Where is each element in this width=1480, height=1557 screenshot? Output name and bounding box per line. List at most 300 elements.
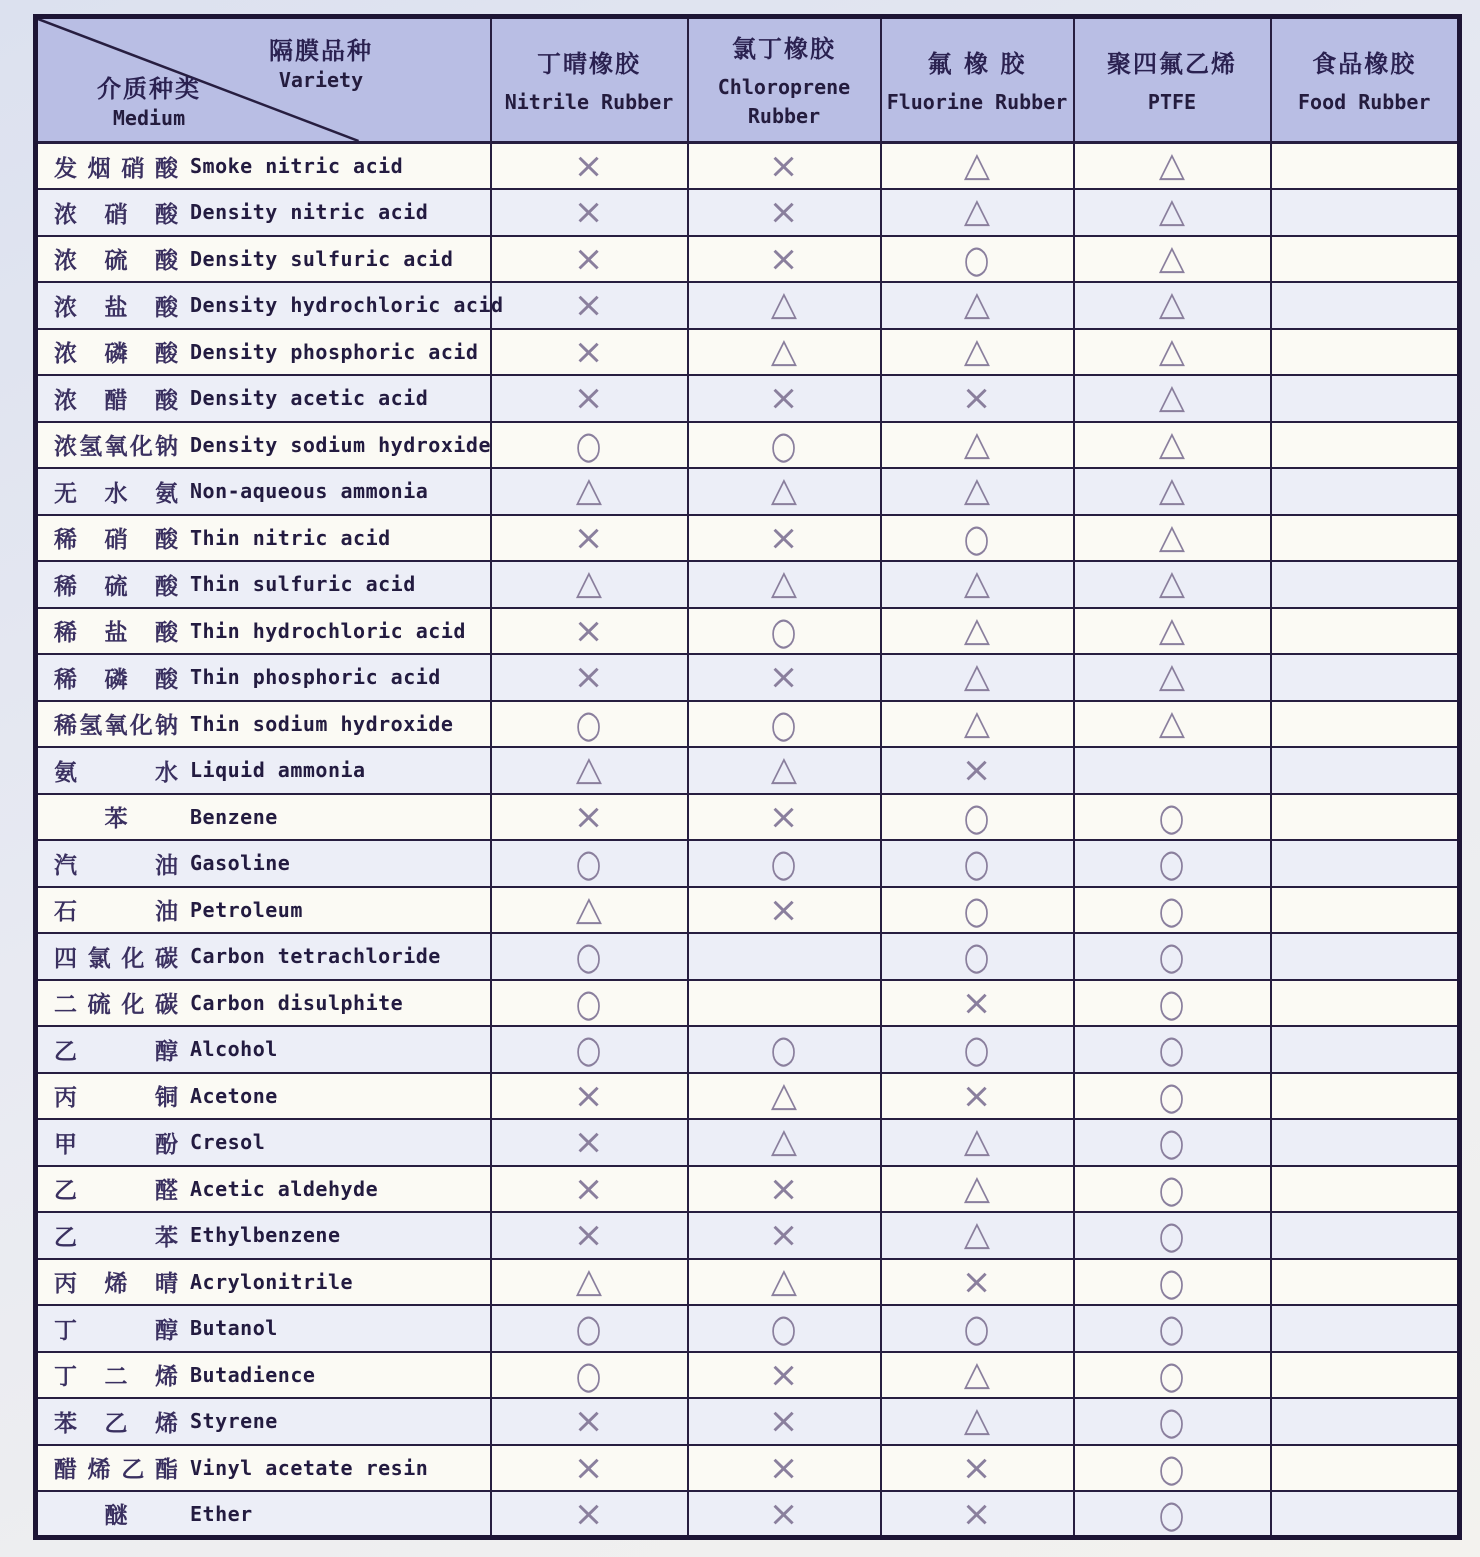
rating-symbol-x: × bbox=[769, 1214, 799, 1255]
medium-name-cn: 浓磷酸 bbox=[54, 341, 178, 368]
rating-symbol-tri: △ bbox=[963, 1400, 991, 1441]
rating-cell bbox=[1271, 143, 1460, 190]
rating-cell bbox=[491, 375, 688, 422]
rating-cell bbox=[1074, 1259, 1271, 1306]
medium-name-cn: 稀硝酸 bbox=[54, 527, 178, 554]
table-row bbox=[36, 468, 1460, 515]
rating-cell bbox=[881, 236, 1074, 283]
rating-cell bbox=[1074, 794, 1271, 841]
table-row bbox=[36, 933, 1460, 980]
rating-symbol-circ: ○ bbox=[1159, 1306, 1185, 1351]
rating-symbol-tri: △ bbox=[575, 1260, 603, 1301]
medium-name-en: Benzene bbox=[190, 804, 278, 829]
rating-cell bbox=[688, 1119, 881, 1166]
rating-symbol-circ: ○ bbox=[1159, 934, 1185, 979]
rating-symbol-x: × bbox=[769, 889, 799, 930]
rating-cell bbox=[491, 1026, 688, 1073]
table-row bbox=[36, 1026, 1460, 1073]
rating-symbol-tri: △ bbox=[1158, 516, 1186, 557]
rating-symbol-tri: △ bbox=[963, 563, 991, 604]
rating-symbol-circ: ○ bbox=[576, 980, 602, 1025]
rating-symbol-circ: ○ bbox=[1159, 1259, 1185, 1304]
rating-cell bbox=[491, 1398, 688, 1445]
rating-cell bbox=[688, 701, 881, 748]
rating-cell bbox=[1271, 561, 1460, 608]
rating-cell bbox=[881, 1259, 1074, 1306]
rating-cell bbox=[881, 608, 1074, 655]
table-row bbox=[36, 1259, 1460, 1306]
rating-cell bbox=[1271, 1445, 1460, 1492]
medium-name-cn: 稀盐酸 bbox=[54, 620, 178, 647]
column-header-chloroprene-rubber bbox=[688, 17, 881, 143]
rating-cell bbox=[491, 654, 688, 701]
rating-cell bbox=[491, 468, 688, 515]
medium-cell bbox=[36, 1352, 491, 1399]
rating-cell bbox=[491, 701, 688, 748]
rating-cell bbox=[1271, 747, 1460, 794]
rating-cell bbox=[688, 329, 881, 376]
rating-symbol-tri: △ bbox=[770, 749, 798, 790]
rating-symbol-circ: ○ bbox=[964, 841, 990, 886]
column-header-ptfe bbox=[1074, 17, 1271, 143]
rating-cell bbox=[881, 1166, 1074, 1213]
rating-cell bbox=[1271, 1212, 1460, 1259]
medium-cell bbox=[36, 1026, 491, 1073]
rating-symbol-circ: ○ bbox=[1159, 1120, 1185, 1165]
rating-symbol-tri: △ bbox=[575, 888, 603, 929]
rating-symbol-tri: △ bbox=[575, 470, 603, 511]
rating-cell bbox=[491, 1073, 688, 1120]
medium-label-en: Medium bbox=[112, 106, 186, 130]
medium-name-en: Ethylbenzene bbox=[190, 1223, 341, 1248]
rating-symbol-circ: ○ bbox=[576, 701, 602, 746]
medium-name-cn: 乙醛 bbox=[54, 1178, 178, 1205]
column-header-cn: 聚四氟乙烯 bbox=[1107, 49, 1237, 78]
rating-symbol-tri: △ bbox=[963, 470, 991, 511]
rating-symbol-x: × bbox=[769, 1447, 799, 1488]
medium-cell bbox=[36, 1119, 491, 1166]
rating-cell bbox=[881, 422, 1074, 469]
rating-symbol-x: × bbox=[769, 517, 799, 558]
medium-name-en: Density nitric acid bbox=[190, 200, 429, 225]
rating-cell bbox=[881, 980, 1074, 1027]
rating-cell bbox=[688, 980, 881, 1027]
table-row bbox=[36, 1119, 1460, 1166]
medium-name-en: Density phosphoric acid bbox=[190, 339, 479, 364]
rating-cell bbox=[1271, 1073, 1460, 1120]
rating-cell bbox=[881, 1305, 1074, 1352]
medium-name-cn: 浓盐酸 bbox=[54, 294, 178, 321]
rating-cell bbox=[1271, 515, 1460, 562]
rating-cell bbox=[688, 1073, 881, 1120]
rating-cell bbox=[881, 1445, 1074, 1492]
medium-name-cn: 稀硫酸 bbox=[54, 573, 178, 600]
rating-symbol-circ: ○ bbox=[1159, 1445, 1185, 1490]
rating-cell bbox=[1271, 794, 1460, 841]
medium-name-en: Density acetic acid bbox=[190, 386, 429, 411]
table-row bbox=[36, 1212, 1460, 1259]
rating-symbol-tri: △ bbox=[963, 702, 991, 743]
table-row bbox=[36, 701, 1460, 748]
rating-symbol-circ: ○ bbox=[576, 841, 602, 886]
medium-cell bbox=[36, 794, 491, 841]
medium-name-cn: 四氯化碳 bbox=[54, 945, 178, 972]
variety-label-en: Variety bbox=[278, 68, 364, 92]
medium-cell bbox=[36, 1305, 491, 1352]
rating-symbol-x: × bbox=[574, 796, 604, 837]
table-row bbox=[36, 608, 1460, 655]
rating-symbol-circ: ○ bbox=[576, 1306, 602, 1351]
rating-cell bbox=[491, 1259, 688, 1306]
medium-name-en: Butadience bbox=[190, 1362, 316, 1387]
rating-cell bbox=[1074, 143, 1271, 190]
rating-cell bbox=[491, 1212, 688, 1259]
rating-symbol-tri: △ bbox=[1158, 470, 1186, 511]
medium-name-cn: 浓硝酸 bbox=[54, 201, 178, 228]
rating-cell bbox=[688, 1305, 881, 1352]
rating-symbol-x: × bbox=[769, 656, 799, 697]
medium-cell bbox=[36, 1259, 491, 1306]
rating-cell bbox=[1271, 1166, 1460, 1213]
medium-name-cn: 二硫化碳 bbox=[54, 992, 178, 1019]
rating-cell bbox=[491, 236, 688, 283]
rating-symbol-x: × bbox=[574, 377, 604, 418]
rating-symbol-x: × bbox=[574, 145, 604, 186]
rating-cell bbox=[1074, 1073, 1271, 1120]
medium-cell bbox=[36, 887, 491, 934]
medium-name-cn: 丁二烯 bbox=[54, 1364, 178, 1391]
medium-cell bbox=[36, 468, 491, 515]
rating-cell bbox=[1074, 608, 1271, 655]
rating-symbol-x: × bbox=[769, 377, 799, 418]
rating-symbol-circ: ○ bbox=[964, 515, 990, 560]
medium-cell bbox=[36, 701, 491, 748]
rating-cell bbox=[881, 840, 1074, 887]
rating-symbol-tri: △ bbox=[963, 609, 991, 650]
corner-header-cell bbox=[36, 17, 491, 143]
rating-cell bbox=[491, 329, 688, 376]
table-row bbox=[36, 189, 1460, 236]
rating-cell bbox=[881, 933, 1074, 980]
medium-cell bbox=[36, 282, 504, 329]
rating-symbol-circ: ○ bbox=[1159, 794, 1185, 839]
table-row bbox=[36, 375, 1460, 422]
medium-name-cn: 醋烯乙酯 bbox=[54, 1457, 178, 1484]
rating-cell bbox=[1271, 1352, 1460, 1399]
medium-name-cn: 乙醇 bbox=[54, 1038, 178, 1065]
column-header-cn: 氟 橡 胶 bbox=[927, 49, 1027, 78]
rating-cell bbox=[688, 143, 881, 190]
rating-cell bbox=[491, 282, 688, 329]
medium-name-en: Thin phosphoric acid bbox=[190, 665, 441, 690]
medium-name-cn: 稀磷酸 bbox=[54, 666, 178, 693]
rating-cell bbox=[1074, 980, 1271, 1027]
rating-symbol-tri: △ bbox=[770, 1121, 798, 1162]
rating-cell bbox=[1074, 1212, 1271, 1259]
medium-name-cn: 苯乙烯 bbox=[54, 1410, 178, 1437]
rating-cell bbox=[1074, 887, 1271, 934]
rating-symbol-x: × bbox=[769, 191, 799, 232]
medium-name-en: Non-aqueous ammonia bbox=[190, 479, 429, 504]
medium-cell bbox=[36, 422, 491, 469]
rating-symbol-circ: ○ bbox=[964, 1027, 990, 1072]
rating-cell bbox=[881, 189, 1074, 236]
table-row bbox=[36, 422, 1460, 469]
rating-cell bbox=[1074, 1166, 1271, 1213]
rating-symbol-x: × bbox=[769, 1168, 799, 1209]
column-header-cn: 食品橡胶 bbox=[1312, 49, 1417, 78]
rating-symbol-x: × bbox=[574, 517, 604, 558]
rating-cell bbox=[881, 887, 1074, 934]
rating-symbol-tri: △ bbox=[963, 1167, 991, 1208]
medium-name-cn: 稀氢氧化钠 bbox=[54, 713, 178, 740]
rating-symbol-x: × bbox=[574, 610, 604, 651]
rating-cell bbox=[1271, 1259, 1460, 1306]
medium-name-cn: 丙烯晴 bbox=[54, 1271, 178, 1298]
rating-cell bbox=[1074, 329, 1271, 376]
rating-cell bbox=[688, 375, 881, 422]
table-row bbox=[36, 1073, 1460, 1120]
medium-name-cn: 丙铜 bbox=[54, 1085, 178, 1112]
rating-symbol-x: × bbox=[574, 238, 604, 279]
rating-symbol-x: × bbox=[574, 1493, 604, 1534]
rating-symbol-circ: ○ bbox=[1159, 841, 1185, 886]
rating-symbol-tri: △ bbox=[963, 284, 991, 325]
table-row bbox=[36, 1305, 1460, 1352]
rating-cell bbox=[688, 1491, 881, 1538]
rating-cell bbox=[1271, 236, 1460, 283]
rating-cell bbox=[1271, 1398, 1460, 1445]
medium-name-en: Smoke nitric acid bbox=[190, 154, 404, 178]
medium-name-en: Petroleum bbox=[190, 897, 303, 922]
rating-cell bbox=[1271, 840, 1460, 887]
rating-cell bbox=[881, 1352, 1074, 1399]
rating-cell bbox=[881, 747, 1074, 794]
rating-symbol-x: × bbox=[962, 377, 992, 418]
rating-cell bbox=[1271, 189, 1460, 236]
rating-symbol-tri: △ bbox=[1158, 330, 1186, 371]
medium-name-en: Thin sulfuric acid bbox=[190, 572, 416, 597]
rating-symbol-circ: ○ bbox=[771, 701, 797, 746]
rating-symbol-tri: △ bbox=[770, 563, 798, 604]
table-row bbox=[36, 794, 1460, 841]
medium-cell bbox=[36, 747, 491, 794]
table-row bbox=[36, 1445, 1460, 1492]
medium-name-en: Alcohol bbox=[190, 1037, 278, 1062]
rating-cell bbox=[881, 468, 1074, 515]
rating-cell bbox=[1074, 840, 1271, 887]
rating-symbol-tri: △ bbox=[575, 563, 603, 604]
rating-symbol-x: × bbox=[962, 749, 992, 790]
medium-cell bbox=[36, 840, 491, 887]
table-row bbox=[36, 747, 1460, 794]
rating-cell bbox=[491, 561, 688, 608]
rating-symbol-tri: △ bbox=[963, 1121, 991, 1162]
rating-cell bbox=[1271, 1305, 1460, 1352]
table-row bbox=[36, 980, 1460, 1027]
medium-name-cn: 氨水 bbox=[54, 759, 178, 786]
table-row bbox=[36, 236, 1460, 283]
column-header-nitrile-rubber bbox=[491, 17, 688, 143]
rating-symbol-x: × bbox=[574, 1447, 604, 1488]
rating-symbol-circ: ○ bbox=[771, 608, 797, 653]
medium-name-cn: 浓硫酸 bbox=[54, 248, 178, 275]
rating-symbol-tri: △ bbox=[963, 1353, 991, 1394]
rating-cell bbox=[1271, 654, 1460, 701]
rating-cell bbox=[491, 189, 688, 236]
rating-symbol-tri: △ bbox=[963, 330, 991, 371]
rating-cell bbox=[1074, 515, 1271, 562]
table-row bbox=[36, 515, 1460, 562]
rating-symbol-tri: △ bbox=[1158, 377, 1186, 418]
rating-symbol-circ: ○ bbox=[1159, 1399, 1185, 1444]
rating-cell bbox=[881, 375, 1074, 422]
rating-cell bbox=[491, 143, 688, 190]
rating-symbol-x: × bbox=[769, 1400, 799, 1441]
rating-cell bbox=[1074, 933, 1271, 980]
rating-symbol-circ: ○ bbox=[576, 1352, 602, 1397]
table-row bbox=[36, 143, 1460, 190]
rating-cell bbox=[688, 189, 881, 236]
rating-symbol-x: × bbox=[574, 656, 604, 697]
rating-cell bbox=[688, 747, 881, 794]
column-header-en: Food Rubber bbox=[1298, 89, 1431, 114]
rating-cell bbox=[1074, 375, 1271, 422]
rating-symbol-x: × bbox=[574, 1168, 604, 1209]
rating-symbol-circ: ○ bbox=[964, 887, 990, 932]
rating-cell bbox=[1074, 236, 1271, 283]
medium-name-cn: 甲酚 bbox=[54, 1131, 178, 1158]
medium-name-cn: 浓氢氧化钠 bbox=[54, 434, 178, 461]
rating-cell bbox=[1074, 747, 1271, 794]
medium-name-cn: 无水氨 bbox=[54, 480, 178, 507]
rating-symbol-tri: △ bbox=[770, 470, 798, 511]
medium-cell bbox=[36, 654, 491, 701]
rating-cell bbox=[688, 933, 881, 980]
rating-cell bbox=[491, 422, 688, 469]
rating-cell bbox=[491, 1119, 688, 1166]
rating-cell bbox=[1271, 329, 1460, 376]
rating-cell bbox=[491, 1166, 688, 1213]
medium-cell bbox=[36, 1212, 491, 1259]
rating-cell bbox=[1271, 1119, 1460, 1166]
rating-cell bbox=[1074, 1491, 1271, 1538]
medium-name-en: Acetone bbox=[190, 1083, 278, 1108]
rating-cell bbox=[1271, 1026, 1460, 1073]
rating-symbol-circ: ○ bbox=[964, 934, 990, 979]
medium-name-en: Density sodium hydroxide bbox=[190, 432, 491, 457]
rating-cell bbox=[688, 654, 881, 701]
variety-label-cn: 隔膜品种 bbox=[269, 37, 373, 65]
medium-name-cn: 汽油 bbox=[54, 852, 178, 879]
rating-cell bbox=[1271, 282, 1460, 329]
medium-corner-label bbox=[54, 69, 244, 133]
rating-cell bbox=[1074, 282, 1271, 329]
rating-symbol-x: × bbox=[574, 191, 604, 232]
rating-symbol-tri: △ bbox=[770, 1260, 798, 1301]
table-row bbox=[36, 887, 1460, 934]
rating-symbol-circ: ○ bbox=[1159, 1166, 1185, 1211]
rating-cell bbox=[1271, 980, 1460, 1027]
rating-symbol-x: × bbox=[574, 1075, 604, 1116]
rating-symbol-circ: ○ bbox=[771, 841, 797, 886]
medium-name-cn: 丁醇 bbox=[54, 1317, 178, 1344]
medium-name-en: Thin sodium hydroxide bbox=[190, 711, 454, 736]
rating-symbol-x: × bbox=[962, 982, 992, 1023]
rating-cell bbox=[1074, 1445, 1271, 1492]
rating-cell bbox=[1074, 701, 1271, 748]
medium-cell bbox=[36, 608, 491, 655]
rating-symbol-tri: △ bbox=[963, 1214, 991, 1255]
medium-name-en: Ether bbox=[190, 1501, 253, 1526]
medium-name-en: Density sulfuric acid bbox=[190, 246, 454, 271]
rating-symbol-x: × bbox=[574, 331, 604, 372]
rating-cell bbox=[491, 980, 688, 1027]
rating-cell bbox=[1074, 1305, 1271, 1352]
rating-cell bbox=[491, 794, 688, 841]
rating-cell bbox=[1074, 189, 1271, 236]
rating-cell bbox=[1074, 561, 1271, 608]
rating-symbol-tri: △ bbox=[1158, 237, 1186, 278]
rating-cell bbox=[1271, 933, 1460, 980]
rating-symbol-tri: △ bbox=[963, 656, 991, 697]
table-row bbox=[36, 1491, 1460, 1538]
rating-cell bbox=[491, 1352, 688, 1399]
rating-cell bbox=[491, 1491, 688, 1538]
rating-cell bbox=[688, 840, 881, 887]
rating-cell bbox=[1271, 468, 1460, 515]
medium-cell bbox=[36, 375, 491, 422]
rating-cell bbox=[688, 1212, 881, 1259]
rating-symbol-x: × bbox=[769, 238, 799, 279]
rating-cell bbox=[881, 794, 1074, 841]
table-row bbox=[36, 840, 1460, 887]
medium-cell bbox=[36, 1445, 491, 1492]
medium-cell bbox=[36, 236, 491, 283]
rating-cell bbox=[688, 236, 881, 283]
rating-symbol-x: × bbox=[962, 1261, 992, 1302]
rating-symbol-tri: △ bbox=[963, 423, 991, 464]
medium-cell bbox=[36, 515, 491, 562]
rating-symbol-x: × bbox=[769, 1354, 799, 1395]
medium-name-en: Butanol bbox=[190, 1316, 278, 1341]
rating-cell bbox=[1074, 1119, 1271, 1166]
rating-symbol-tri: △ bbox=[1158, 423, 1186, 464]
rating-symbol-circ: ○ bbox=[964, 236, 990, 281]
rating-symbol-circ: ○ bbox=[1159, 980, 1185, 1025]
rating-symbol-circ: ○ bbox=[576, 422, 602, 467]
rating-cell bbox=[881, 561, 1074, 608]
rating-symbol-tri: △ bbox=[1158, 563, 1186, 604]
rating-cell bbox=[491, 1445, 688, 1492]
medium-cell bbox=[36, 1073, 491, 1120]
rating-symbol-x: × bbox=[574, 1214, 604, 1255]
column-header-en: Chloroprene Rubber bbox=[717, 75, 851, 128]
medium-name-cn: 醚 bbox=[104, 1503, 128, 1529]
rating-symbol-x: × bbox=[769, 1493, 799, 1534]
rating-cell bbox=[688, 1026, 881, 1073]
rating-cell bbox=[688, 887, 881, 934]
medium-name-cn: 发烟硝酸 bbox=[54, 155, 178, 182]
medium-name-en: Acetic aldehyde bbox=[190, 1176, 379, 1201]
table-header bbox=[36, 17, 1460, 143]
rating-cell bbox=[688, 1398, 881, 1445]
rating-symbol-x: × bbox=[769, 796, 799, 837]
rating-symbol-x: × bbox=[574, 1400, 604, 1441]
rating-symbol-circ: ○ bbox=[1159, 1027, 1185, 1072]
rating-symbol-tri: △ bbox=[963, 191, 991, 232]
medium-name-en: Vinyl acetate resin bbox=[190, 1455, 429, 1480]
